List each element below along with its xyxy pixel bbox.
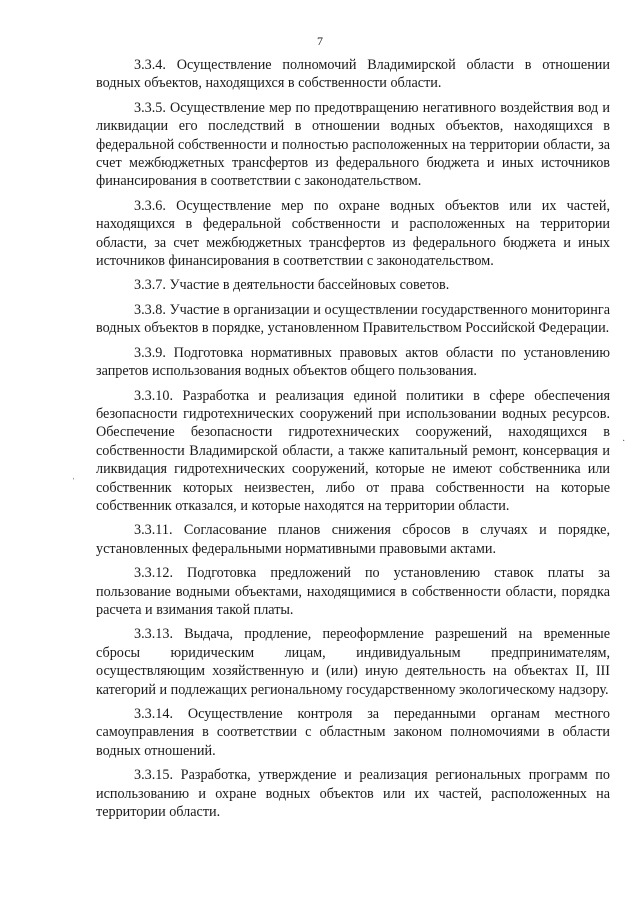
paragraph-3-3-13: 3.3.13. Выдача, продление, переоформление разрешений на временные сбросы юридическим лицам, индивидуальным предпринимателям, осуществляющим хозяйственную и (или) иную деятельность на объектах II, III категорий и подлежащих региональному государственному экологическому надзору. [96,626,610,698]
document-body [96,56,610,827]
paragraph-3-3-15: 3.3.15. Разработка, утверждение и реализация региональных программ по использованию и охране водных объектов или их частей, расположенных на территории области. [96,767,610,821]
paragraph-3-3-5: 3.3.5. Осуществление мер по предотвращению негативного воздействия вод и ликвидации его последствий в отношении водных объектов, находящихся в федеральной собственности и полностью расположенных на территории области, за счет межбюджетных трансфертов из федерального бюджета и иных источников финансирования в соответствии с законодательством. [96,99,610,190]
paragraph-3-3-9: 3.3.9. Подготовка нормативных правовых актов области по установлению запретов использования водных объектов общего пользования. [96,344,610,380]
paragraph-3-3-4: 3.3.4. Осуществление полномочий Владимирской области в отношении водных объектов, находящихся в собственности области. [96,57,610,92]
paragraph-3-3-7: 3.3.7. Участие в деятельности бассейновых советов. [134,277,450,294]
paragraph-3-3-11: 3.3.11. Согласование планов снижения сбросов в случаях и порядке, установленных федеральными нормативными правовыми актами. [96,522,610,557]
paragraph-3-3-6: 3.3.6. Осуществление мер по охране водных объектов или их частей, находящихся в федеральной собственности и расположенных на территории области, за счет межбюджетных трансфертов из федерального бюджета и иных источников финансирования в соответствии с законодательством. [96,197,610,270]
scan-speck-right: · [622,436,626,447]
paragraph-3-3-8: 3.3.8. Участие в организации и осуществлении государственного мониторинга водных объектов в порядке, установленном Правительством Российской Федерации. [96,301,610,337]
page-number: 7 [317,34,323,48]
paragraph-3-3-10: 3.3.10. Разработка и реализация единой политики в сфере обеспечения безопасности гидротехнических сооружений при использовании водных ресурсов. Обеспечение безопасности гидротехнических сооружений, находящихся в собственности Владимирской области, а также капитальный ремонт, консервация и ликвидация гидротехнических сооружений, которые не имеют собственника или собственник которых неизвестен, либо от права собственности на которые собственник отказался, и которые находятся на территории области. [96,387,610,514]
paragraph-3-3-12: 3.3.12. Подготовка предложений по установлению ставок платы за пользование водными объектами, находящимися в собственности области, порядка расчета и взимания такой платы. [96,565,610,618]
scan-speck-left: ˌ [72,469,76,480]
paragraph-3-3-14: 3.3.14. Осуществление контроля за переданными органам местного самоуправления в соответствии с областным законом полномочиями в области водных отношений. [96,706,610,759]
